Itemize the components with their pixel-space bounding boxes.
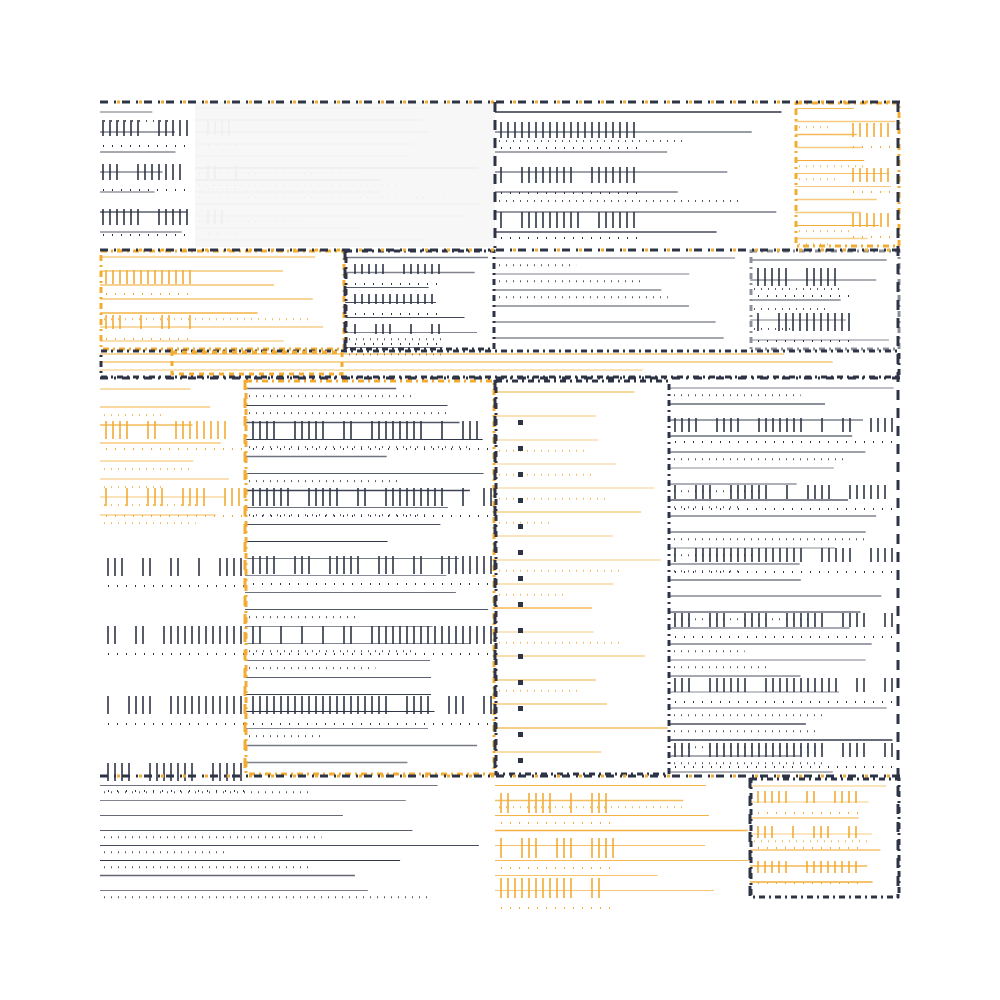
- square-marker: [518, 758, 523, 763]
- square-marker: [518, 524, 523, 529]
- square-marker: [518, 628, 523, 633]
- square-marker: [518, 498, 523, 503]
- square-marker: [518, 680, 523, 685]
- square-marker: [518, 732, 523, 737]
- square-marker: [518, 472, 523, 477]
- square-marker: [518, 576, 523, 581]
- square-marker: [518, 602, 523, 607]
- panel-fill-layer: [195, 102, 495, 247]
- square-marker: [518, 420, 523, 425]
- square-marker: [518, 550, 523, 555]
- square-marker: [518, 446, 523, 451]
- square-marker: [518, 654, 523, 659]
- panel-fill: [195, 102, 495, 247]
- square-marker: [518, 706, 523, 711]
